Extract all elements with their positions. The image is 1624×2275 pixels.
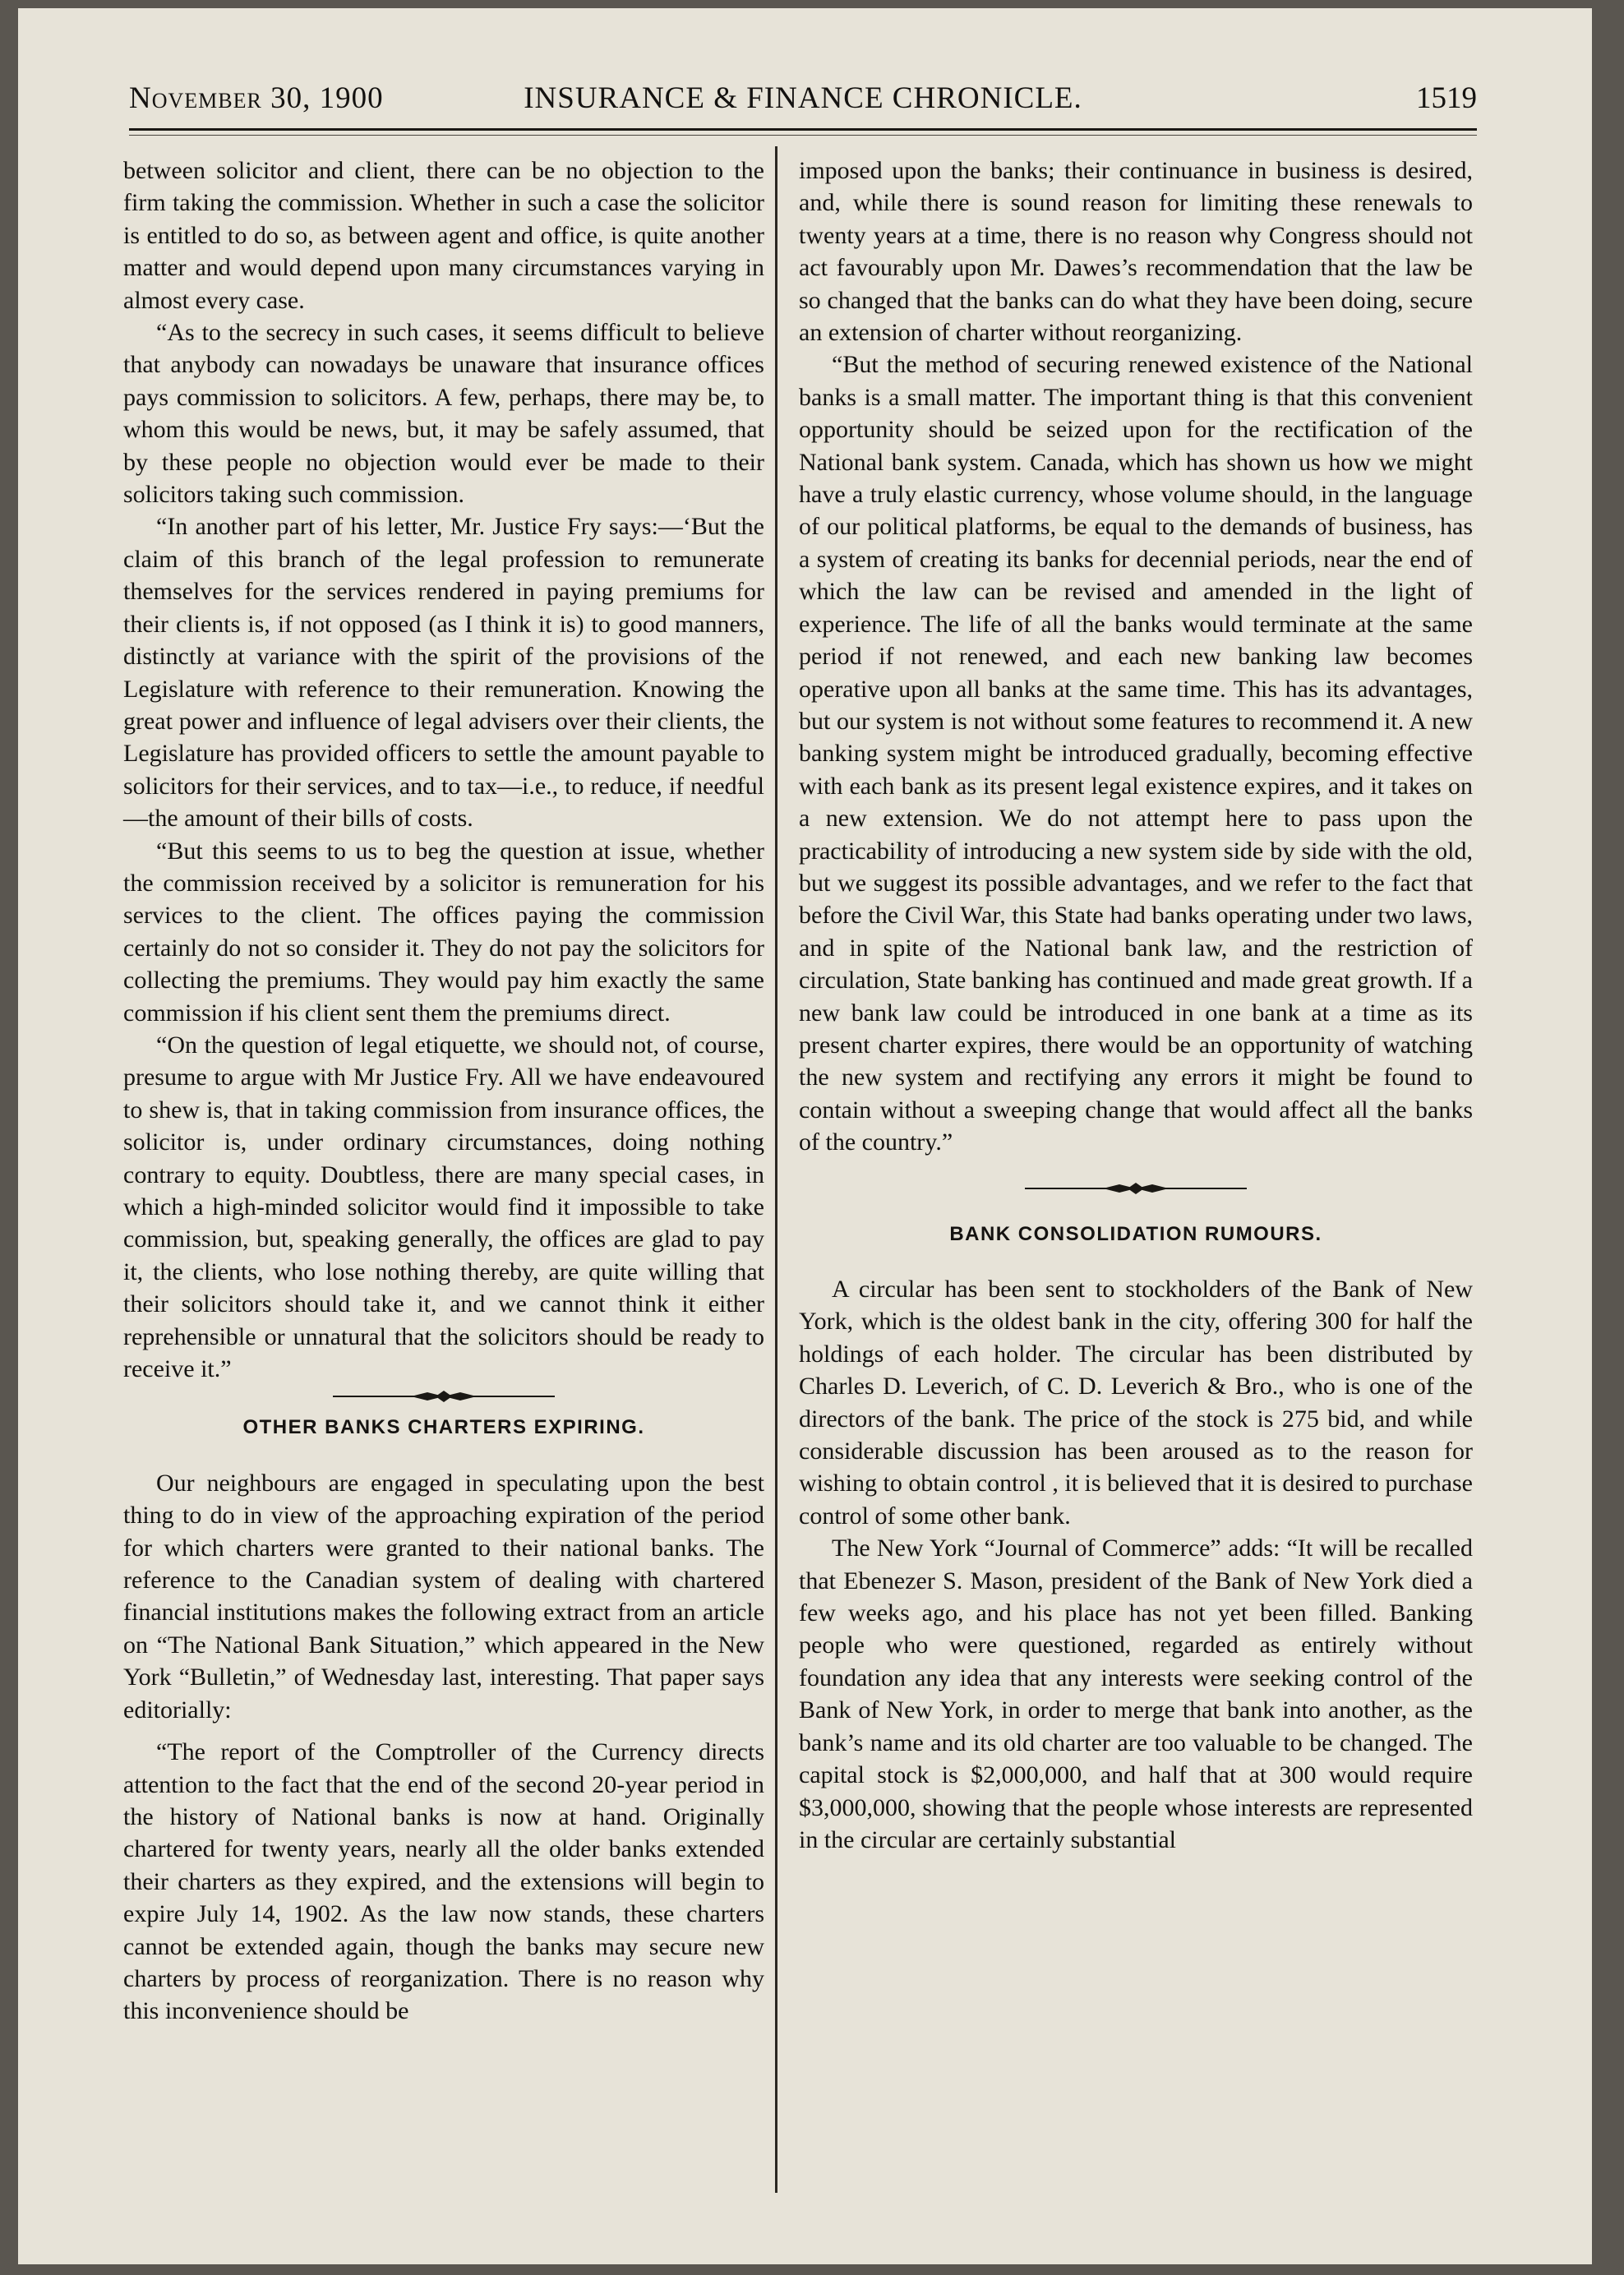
left-column (123, 155, 764, 2028)
paragraph: between solicitor and client, there can be no objection to the firm taking the commission. Whether in such a case the solicitor is entitled to do so, as between agent and office, is quite another matter and would depend upon many circumstances varying in almost every case. (123, 157, 764, 314)
header-rule-thin (129, 135, 1477, 136)
header-page-number: 1519 (1416, 81, 1477, 115)
paragraph: “But the method of securing renewed existence of the National banks is a small matter. The important thing is that this convenient opportunity should be seized upon for the rectification of the National bank system. Canada, which has shown us how we might have a truly elastic currency, whose volume should, in the language of our political platforms, be equal to the demands of business, has a system of creating its banks for decennial periods, near the end of which the law can be revised and amended in the light of experience. The life of all the banks would terminate at the same period if not renewed, and each new banking law becomes operative upon all banks at the same time. This has its advantages, but our system is not without some features to recommend it. A new banking system might be introduced gradually, becoming effective with each bank as its present legal existence expires, and it takes on a new extension. We do not attempt here to pass upon the practicability of introducing a new system side by side with the old, but we suggest its possible advantages, and we refer to the fact that before the Civil War, this State had banks operating under two laws, and in spite of the National bank law, and the restriction of circulation, State banking has continued and made great growth. If a new bank law could be introduced in one bank at a time as its present charter expires, there would be an opportunity of watching the new system and rectifying any errors it might be found to contain without a sweeping change that would affect all the banks of the country.” (799, 351, 1473, 1156)
paragraph-gap (123, 1726, 764, 1736)
paragraph: “The report of the Comptroller of the Currency directs attention to the fact that the end of the second 20-year period in the history of National banks is now at hand. Originally chartered for twenty years, nearly all the older banks extended their charters as they expired, and the extensions will begin to expire July 14, 1902. As the law now stands, these charters cannot be extended again, though the banks may secure new charters by process of reorganization. There is no reason why this inconvenience should be (123, 1738, 764, 2025)
section-title: OTHER BANKS CHARTERS EXPIRING. (242, 1416, 645, 1439)
section-ornament (333, 1390, 555, 1403)
paragraph: “As to the secrecy in such cases, it seems difficult to believe that anybody can nowadays be unaware that insurance offices pays commission to solicitors. A few, perhaps, there may be, to whom this would be news, but, it may be safely assumed, that by these people no objection would ever be made to their solicitors taking such commission. (123, 319, 764, 509)
section-title: BANK CONSOLIDATION RUMOURS. (949, 1222, 1322, 1245)
header-title: INSURANCE & FINANCE CHRONICLE. (524, 81, 1082, 115)
newspaper-page (18, 8, 1592, 2264)
column-divider (775, 146, 777, 2193)
paragraph: The New York “Journal of Commerce” adds: “It will be recalled that Ebenezer S. Mason, president of the Bank of New York died a few weeks ago, and his place has not yet been filled. Banking people who were questioned, regarded as entirely without foundation any idea that any interests were seeking control of the Bank of New York, in order to merge that bank into another, as the bank’s name and its old charter are too valuable to be changed. The capital stock is $2,000,000, and half that at 300 would require $3,000,000, showing that the people whose interests are represented in the circular are certainly substantial (799, 1534, 1473, 1853)
paragraph: “In another part of his letter, Mr. Justice Fry says:—‘But the claim of this branch of the legal profession to remunerate themselves for the services rendered in paying premiums for their clients is, if not opposed (as I think it is) to good manners, distinctly at variance with the spirit of the provisions of the Legislature with reference to their remuneration. Knowing the great power and influence of legal advisers over their clients, the Legislature has provided officers to settle the amount payable to solicitors for their services, and to tax—i.e., to reduce, if needful—the amount of their bills of costs. (123, 513, 764, 833)
header-rule (129, 128, 1477, 131)
paragraph: “On the question of legal etiquette, we should not, of course, presume to argue with Mr Justice Fry. All we have endeavoured to shew is, that in taking commission from insurance offices, the solicitor is, under ordinary circumstances, doing nothing contrary to equity. Doubtless, there are many special cases, in which a high-minded solicitor would find it impossible to take commission, but, speaking generally, the offices are glad to pay it, the clients, who lose nothing thereby, are quite willing that their solicitors should take it, and we cannot think it either reprehensible or unnatural that the solicitors should be ready to receive it.” (123, 1031, 764, 1383)
paragraph: “But this seems to us to beg the question at issue, whether the commission received by a solicitor is remuneration for his services to the client. The offices paying the commission certainly do not so consider it. They do not pay the solicitors for collecting the premiums. They would pay him exactly the same commission if his client sent them the premiums direct. (123, 837, 764, 1027)
right-column (799, 155, 1473, 1856)
paragraph: A circular has been sent to stockholders of the Bank of New York, which is the oldest bank in the city, offering 300 for half the holdings of each holder. The circular has been distributed by Charles D. Leverich, of C. D. Leverich & Bro., who is one of the directors of the bank. The price of the stock is 275 bid, and while considerable discussion has been aroused as to the reason for wishing to obtain control , it is believed that it is desired to purchase control of some other bank. (799, 1276, 1473, 1530)
paragraph: Our neighbours are engaged in speculating upon the best thing to do in view of the approaching expiration of the period for which charters were granted to their national banks. The reference to the Canadian system of dealing with chartered financial institutions makes the following extract from an article on “The National Bank Situation,” which appeared in the New York “Bulletin,” of Wednesday last, interesting. That paper says editorially: (123, 1469, 764, 1724)
paragraph: imposed upon the banks; their continuance in business is desired, and, while there is sound reason for limiting these renewals to twenty years at a time, there is no reason why Congress should not act favourably upon Mr. Dawes’s recommendation that the law be so changed that the banks can do what they have been doing, secure an extension of charter without reorganizing. (799, 157, 1473, 347)
page-header (129, 81, 1477, 127)
header-date: November 30, 1900 (129, 81, 384, 115)
section-ornament (1025, 1182, 1247, 1195)
